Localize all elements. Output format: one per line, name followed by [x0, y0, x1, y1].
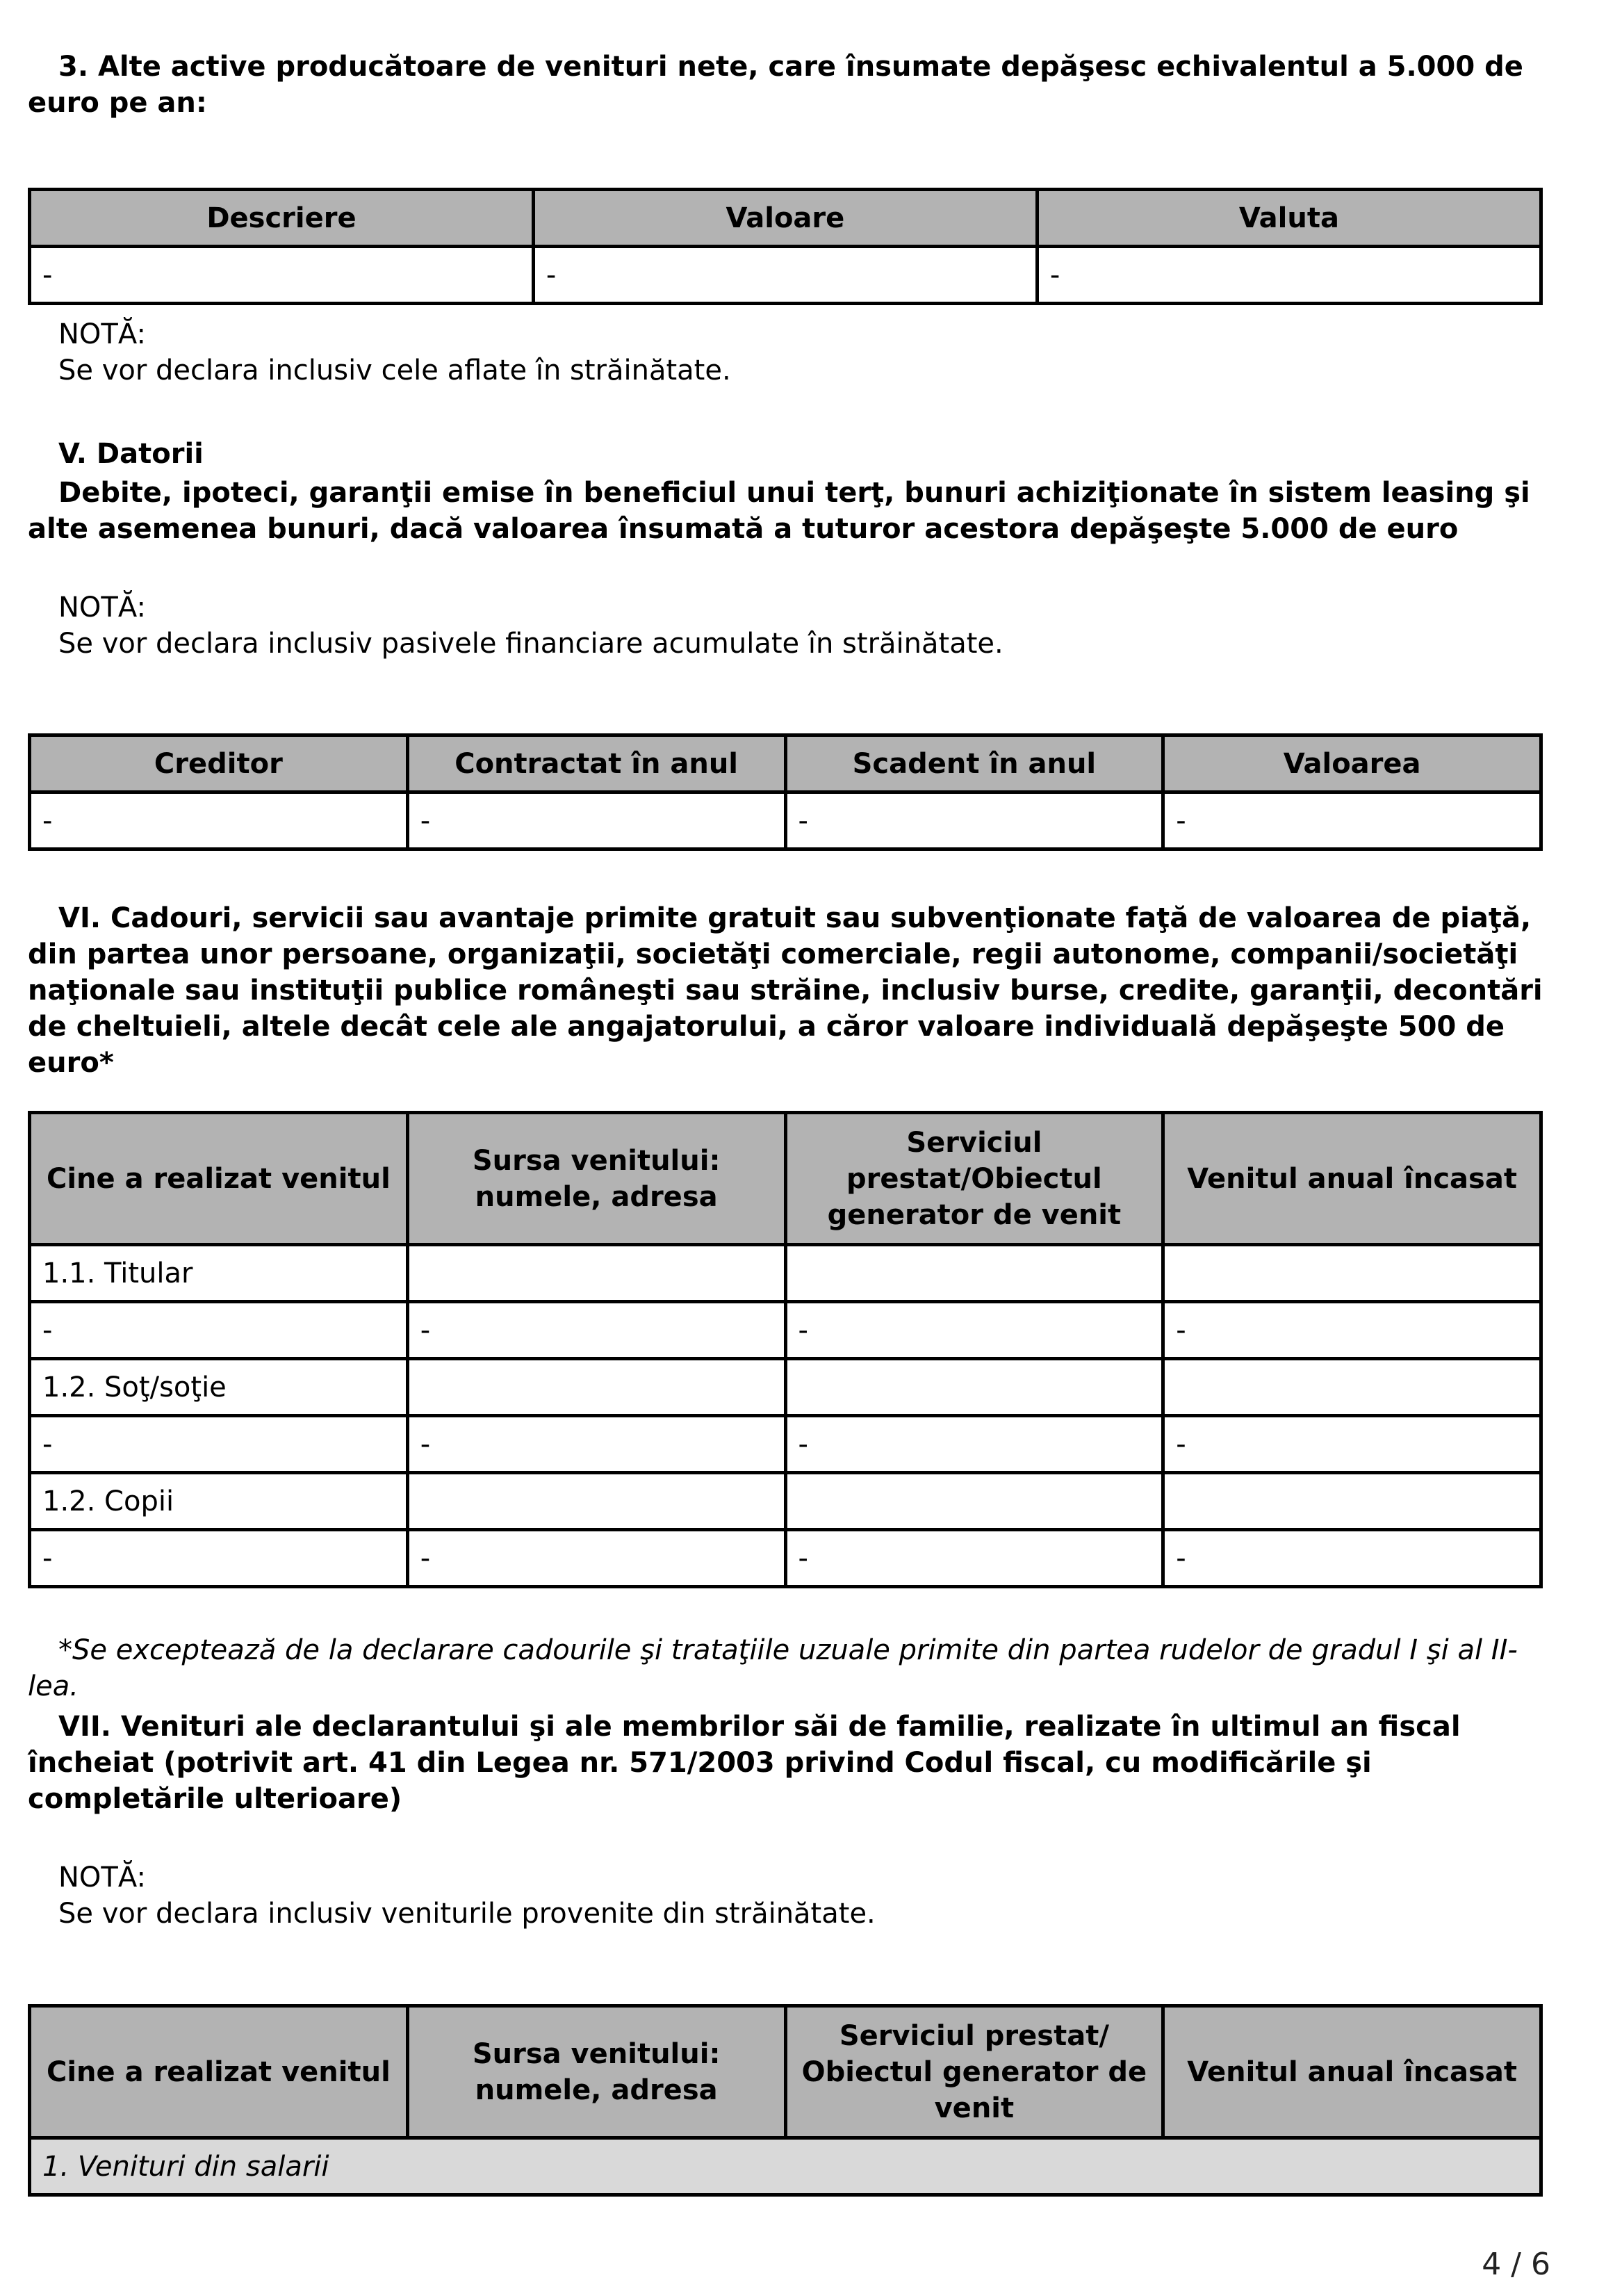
table-cell: - — [785, 1302, 1163, 1359]
col-serviciul: Serviciul prestat/Obiectul generator de venit — [785, 1113, 1163, 1245]
section-v-note — [28, 589, 1543, 662]
table-cell: - — [1163, 1416, 1541, 1473]
table-cell: - — [1163, 1530, 1541, 1587]
table-cell: - — [407, 792, 785, 849]
section-vii-note — [28, 1859, 1543, 1932]
table-cell: 1.1. Titular — [30, 1245, 408, 1302]
table-row — [30, 1245, 1541, 1302]
col-creditor: Creditor — [30, 735, 408, 792]
section-vi-title: VI. Cadouri, servicii sau avantaje primite gratuit sau subvenţionate faţă de valoarea de piaţă, din partea unor persoane, organizaţii, societăţi comerciale, regii autonome, companii/societăţi naţionale sau instituţii publice româneşti sau străine, inclusiv burse, credite, garanţii, decontări de cheltuieli, altele decât cele ale angajatorului, a căror valoare individuală depăşeşte 500 de euro* — [28, 902, 1543, 1079]
income-table — [28, 2004, 1543, 2197]
table-cell — [1163, 1473, 1541, 1530]
table-cell: - — [533, 247, 1037, 304]
gifts-table — [28, 1111, 1543, 1588]
nota-text: Se vor declara inclusiv veniturile provenite din străinătate. — [58, 1898, 876, 1930]
table-cell — [785, 1245, 1163, 1302]
table-cell: - — [407, 1416, 785, 1473]
table-cell: - — [1163, 792, 1541, 849]
col-cine: Cine a realizat venitul — [30, 1113, 408, 1245]
table-row — [30, 1530, 1541, 1587]
col-contractat: Contractat în anul — [407, 735, 785, 792]
table-cell: - — [785, 1416, 1163, 1473]
table-cell: 1.2. Soţ/soţie — [30, 1359, 408, 1416]
col-cine: Cine a realizat venitul — [30, 2006, 408, 2138]
col-venitul: Venitul anual încasat — [1163, 1113, 1541, 1245]
section-3-note — [28, 316, 1543, 389]
table-cell — [785, 1473, 1163, 1530]
table-subheader-row — [30, 2138, 1541, 2195]
salary-income-subheader: 1. Venituri din salarii — [30, 2138, 1541, 2195]
table-cell: - — [407, 1302, 785, 1359]
debts-table — [28, 733, 1543, 851]
col-scadent: Scadent în anul — [785, 735, 1163, 792]
table-row — [30, 247, 1541, 304]
table-cell: - — [30, 792, 408, 849]
nota-label: NOTĂ: — [58, 318, 146, 350]
col-venitul: Venitul anual încasat — [1163, 2006, 1541, 2138]
table-cell — [1163, 1245, 1541, 1302]
table-header-row — [30, 1113, 1541, 1245]
col-serviciul: Serviciul prestat/ Obiectul generator de venit — [785, 2006, 1163, 2138]
section-3-title: 3. Alte active producătoare de venituri nete, care însumate depăşesc echivalentul a 5.000 de euro pe an: — [28, 51, 1523, 119]
table-cell: - — [1037, 247, 1541, 304]
table-header-row — [30, 2006, 1541, 2138]
section-vii-title: VII. Venituri ale declarantului şi ale membrilor săi de familie, realizate în ultimul an fiscal încheiat (potrivit art. 41 din Legea nr. 571/2003 privind Codul fiscal, cu modificările şi completările ulterioare) — [28, 1711, 1461, 1815]
col-descriere: Descriere — [30, 190, 534, 247]
table-row — [30, 1473, 1541, 1530]
table-cell: - — [30, 247, 534, 304]
table-cell — [407, 1359, 785, 1416]
col-sursa: Sursa venitului: numele, adresa — [407, 2006, 785, 2138]
table-cell — [407, 1473, 785, 1530]
assets-table — [28, 188, 1543, 305]
nota-label: NOTĂ: — [58, 592, 146, 624]
col-valoarea: Valoarea — [1163, 735, 1541, 792]
section-vi-footnote: *Se exceptează de la declarare cadourile şi trataţiile uzuale primite din partea rudelor de gradul I şi al II-lea. — [28, 1634, 1518, 1702]
table-cell — [785, 1359, 1163, 1416]
table-header-row — [30, 190, 1541, 247]
table-cell: - — [785, 1530, 1163, 1587]
nota-text: Se vor declara inclusiv pasivele financiare acumulate în străinătate. — [58, 628, 1003, 660]
nota-label: NOTĂ: — [58, 1862, 146, 1894]
col-valuta: Valuta — [1037, 190, 1541, 247]
section-v-description: Debite, ipoteci, garanţii emise în beneficiul unui terţ, bunuri achiziţionate în sistem leasing şi alte asemenea bunuri, dacă valoarea însumată a tuturor acestora depăşeşte 5.000 de euro — [28, 477, 1530, 545]
page-number: 4 / 6 — [1482, 2247, 1550, 2282]
col-valoare: Valoare — [533, 190, 1037, 247]
table-cell: - — [1163, 1302, 1541, 1359]
table-cell: - — [30, 1302, 408, 1359]
table-cell — [1163, 1359, 1541, 1416]
table-cell: - — [30, 1530, 408, 1587]
nota-text: Se vor declara inclusiv cele aflate în străinătate. — [58, 355, 731, 386]
col-sursa: Sursa venitului: numele, adresa — [407, 1113, 785, 1245]
table-row — [30, 792, 1541, 849]
table-header-row — [30, 735, 1541, 792]
table-cell: - — [785, 792, 1163, 849]
table-cell — [407, 1245, 785, 1302]
table-cell: 1.2. Copii — [30, 1473, 408, 1530]
table-cell: - — [30, 1416, 408, 1473]
table-row — [30, 1416, 1541, 1473]
table-row — [30, 1302, 1541, 1359]
table-cell: - — [407, 1530, 785, 1587]
table-row — [30, 1359, 1541, 1416]
section-v-title: V. Datorii — [58, 438, 204, 470]
